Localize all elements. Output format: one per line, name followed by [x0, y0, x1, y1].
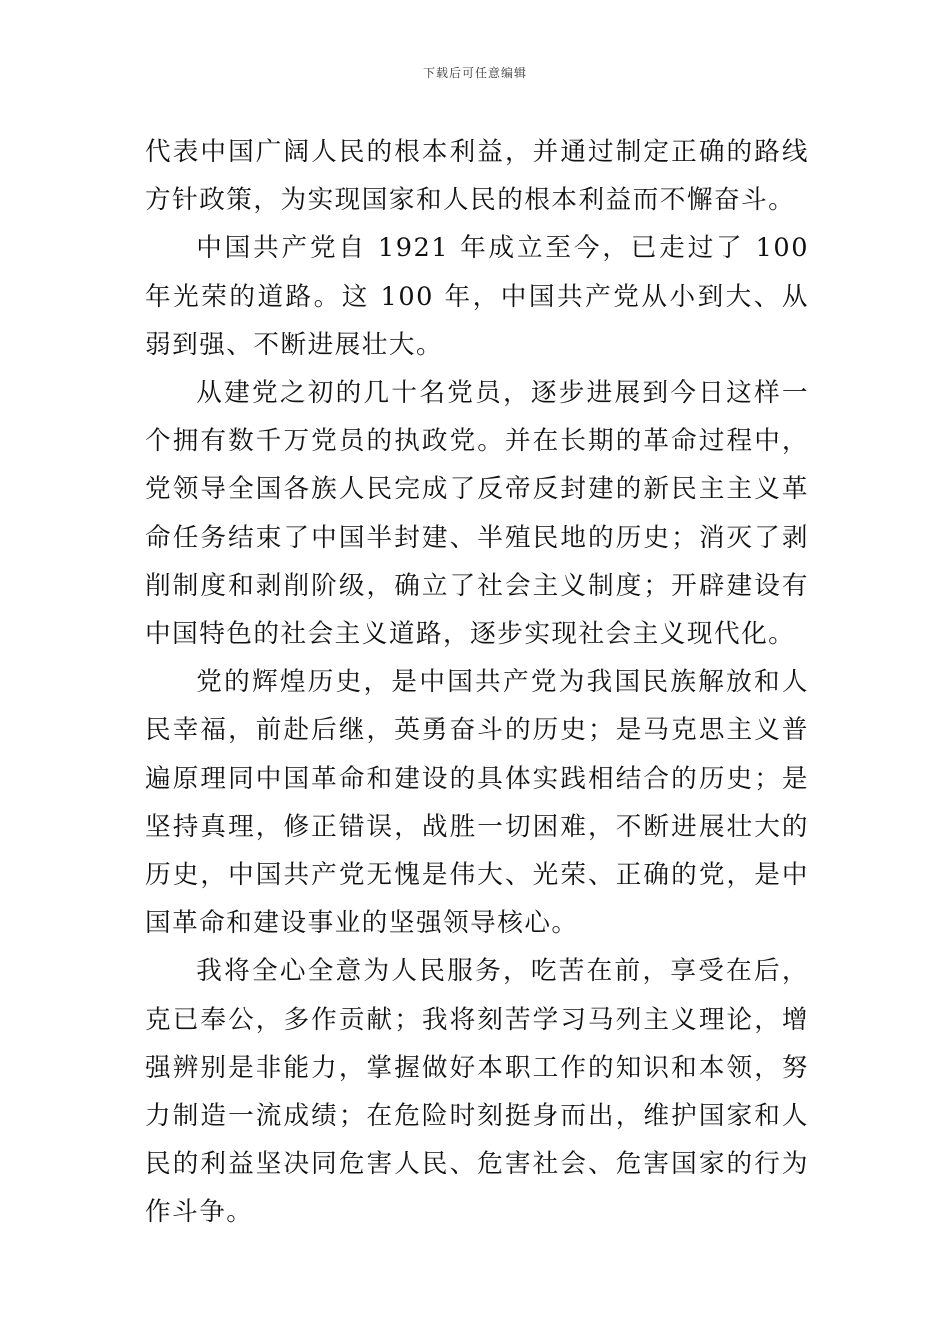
paragraph-5: 我将全心全意为人民服务，吃苦在前，享受在后，克已奉公，多作贡献；我将刻苦学习马列主义理论，增强辨别是非能力，掌握做好本职工作的知识和本领，努力制造一流成绩；在危险时刻挺身而出，维护国家和人民的利益坚决同危害人民、危害社会、危害国家的行为作斗争。	[145, 956, 809, 1228]
paragraph-1: 代表中国广阔人民的根本利益，并通过制定正确的路线方针政策，为实现国家和人民的根本利益而不懈奋斗。	[145, 137, 809, 216]
paragraph-2: 中国共产党自 1921 年成立至今，已走过了 100 年光荣的道路。这 100 年，中国共产党从小到大、从弱到强、不断进展壮大。	[145, 233, 809, 360]
page-header: 下载后可任意编辑	[422, 66, 527, 80]
paragraph-4: 党的辉煌历史，是中国共产党为我国民族解放和人民幸福，前赴后继，英勇奋斗的历史；是马克思主义普遍原理同中国革命和建设的具体实践相结合的历史；是坚持真理，修正错误，战胜一切困难，不断进展壮大的历史，中国共产党无愧是伟大、光荣、正确的党，是中国革命和建设事业的坚强领导核心。	[145, 667, 809, 939]
document-body	[145, 128, 809, 1237]
paragraph-3: 从建党之初的几十名党员，逐步进展到今日这样一个拥有数千万党员的执政党。并在长期的革命过程中，党领导全国各族人民完成了反帝反封建的新民主主义革命任务结束了中国半封建、半殖民地的历史；消灭了剥削制度和剥削阶级，确立了社会主义制度；开辟建设有中国特色的社会主义道路，逐步实现社会主义现代化。	[145, 378, 809, 650]
